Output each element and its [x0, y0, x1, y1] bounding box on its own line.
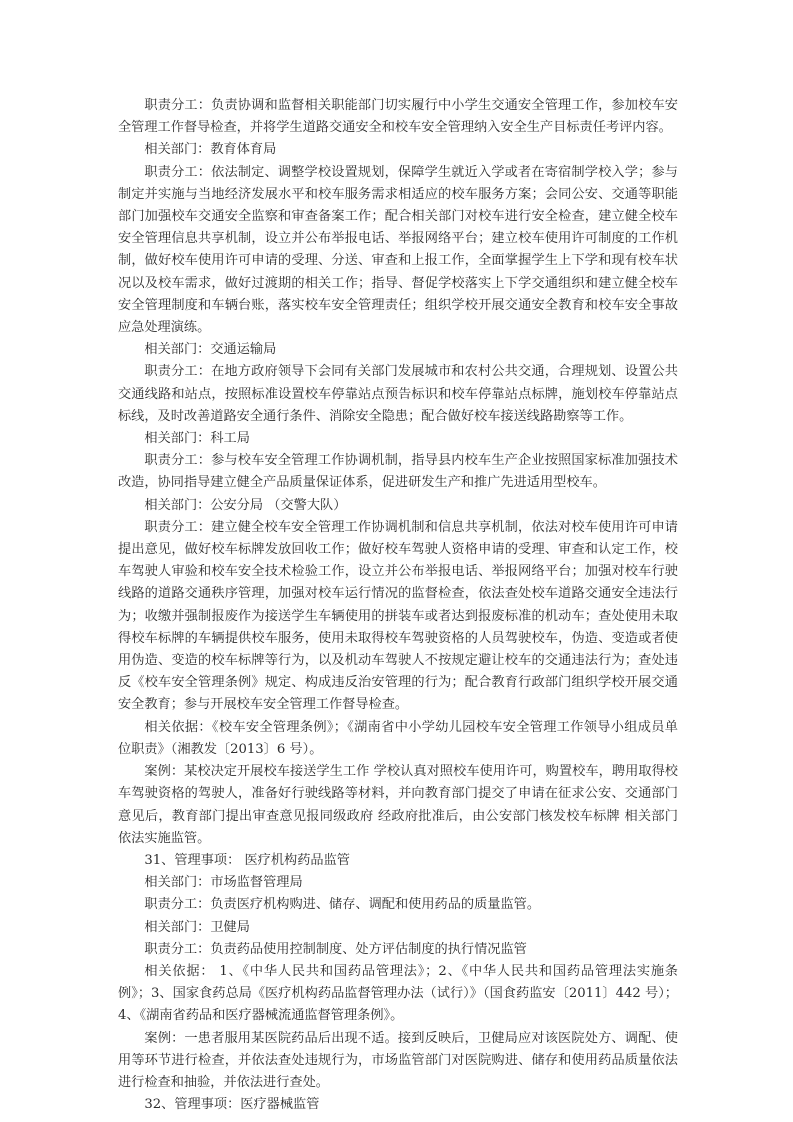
paragraph-item-32-heading: 32、管理事项：医疗器械监管 — [144, 1097, 320, 1113]
paragraph-basis-drugs: 相关依据： 1、《中华人民共和国药品管理法》；2、《中华人民共和国药品管理法实施条例》；3、国家食药总局《医疗机构药品监督管理办法（试行）》（国食药监安〔2011〕442 号）；4、《湖南省药品和医疗器械流通监督管理条例》。 — [118, 963, 678, 1024]
paragraph-duty-education: 职责分工：依法制定、调整学校设置规划，保障学生就近入学或者在寄宿制学校入学；参与制定并实施与当地经济发展水平和校车服务需求相适应的校车服务方案；会同公安、交通等职能部门加强校车交通安全监察和审查备案工作；配合相关部门对校车进行安全检查，建立健全校车安全管理信息共享机制，设立并公布举报电话、举报网络平台；建立校车使用许可制度的工作机制，做好校车使用许可申请的受理、分送、审查和上报工作，全面掌握学生上下学和现有校车状况以及校车需求，做好过渡期的相关工作；指导、督促学校落实上下学交通组织和建立健全校车安全管理制度和车辆台账，落实校车安全管理责任；组织学校开展交通安全教育和校车安全事故应急处理演练。 — [118, 164, 678, 336]
paragraph-duty-coordination: 职责分工：负责协调和监督相关职能部门切实履行中小学生交通安全管理工作，参加校车安全管理工作督导检查，并将学生道路交通安全和校车安全管理纳入安全生产目标责任考评内容。 — [118, 98, 678, 136]
paragraph-duty-health: 职责分工：负责药品使用控制制度、处方评估制度的执行情况监管 — [144, 941, 527, 957]
paragraph-item-31-heading: 31、管理事项： 医疗机构药品监管 — [144, 852, 350, 868]
paragraph-dept-industry: 相关部门：科工局 — [144, 431, 250, 447]
paragraph-dept-health: 相关部门：卫健局 — [144, 919, 250, 935]
paragraph-duty-transport: 职责分工：在地方政府领导下会同有关部门发展城市和农村公共交通，合理规划、设置公共交通线路和站点，按照标准设置校车停靠站点预告标识和校车停靠站点标牌，施划校车停靠站点标线，及时改善道路安全通行条件、消除安全隐患；配合做好校车接送线路勘察等工作。 — [118, 364, 678, 424]
paragraph-case-drugs: 案例：一患者服用某医院药品后出现不适。接到反映后，卫健局应对该医院处方、调配、使用等环节进行检查，并依法查处违规行为，市场监管部门对医院购进、储存和使用药品质量依法进行检查和抽验，并依法进行查处。 — [118, 1030, 678, 1090]
paragraph-duty-industry: 职责分工：参与校车安全管理工作协调机制，指导县内校车生产企业按照国家标准加强技术改造，协同指导建立健全产品质量保证体系，促进研发生产和推广先进适用型校车。 — [118, 453, 678, 491]
paragraph-duty-police: 职责分工：建立健全校车安全管理工作协调机制和信息共享机制，依法对校车使用许可申请提出意见，做好校车标牌发放回收工作；做好校车驾驶人资格申请的受理、审查和认定工作，校车驾驶人审验和校车安全技术检验工作，设立并公布举报电话、举报网络平台；加强对校车行驶线路的道路交通秩序管理，加强对校车运行情况的监督检查，依法查处校车道路交通安全违法行为；收缴并强制报废作为接送学生车辆使用的拼装车或者达到报废标准的机动车；查处使用未取得校车标牌的车辆提供校车服务，使用未取得校车驾驶资格的人员驾驶校车，伪造、变造或者使用伪造、变造的校车标牌等行为，以及机动车驾驶人不按规定避让校车的交通违法行为；查处违反《校车安全管理条例》规定、构成违反治安管理的行为；配合教育行政部门组织学校开展交通安全教育；参与开展校车安全管理工作督导检查。 — [118, 519, 678, 713]
paragraph-dept-transport: 相关部门：交通运输局 — [144, 342, 277, 358]
paragraph-dept-police: 相关部门：公安分局 （交警大队） — [144, 497, 347, 513]
paragraph-duty-market-supervision: 职责分工：负责医疗机构购进、储存、调配和使用药品的质量监管。 — [144, 897, 541, 913]
paragraph-dept-market-supervision: 相关部门：市场监督管理局 — [144, 875, 303, 891]
paragraph-basis-school-bus: 相关依据：《校车安全管理条例》；《湖南省中小学幼儿园校车安全管理工作领导小组成员单位职责》（湘教发〔2013〕6 号）。 — [118, 719, 678, 757]
paragraph-case-school-bus: 案例：某校决定开展校车接送学生工作 学校认真对照校车使用许可，购置校车，聘用取得校车驾驶资格的驾驶人，准备好行驶线路等材料，并向教育部门提交了申请在征求公安、交通部门意见后，教育部门提出审查意见报同级政府 经政府批准后，由公安部门核发校车标牌 相关部门依法实施监管。 — [118, 764, 678, 846]
paragraph-dept-education: 相关部门：教育体育局 — [144, 142, 277, 158]
document-body — [118, 95, 678, 1116]
